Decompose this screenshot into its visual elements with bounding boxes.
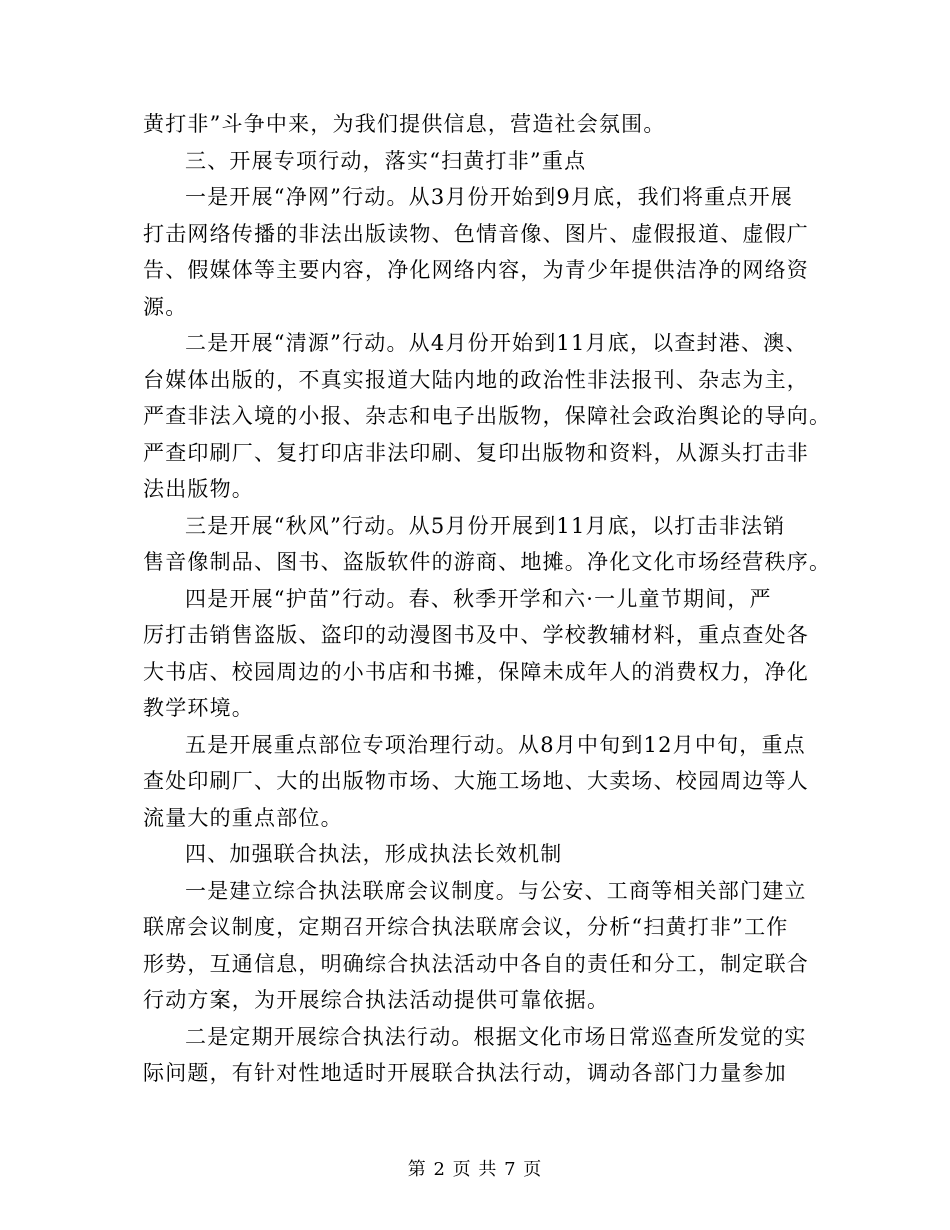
text-line: 法出版物。	[143, 477, 254, 501]
section-heading: 四、加强联合执法，形成执法长效机制	[185, 842, 563, 866]
text-line: 形势，互通信息，明确综合执法活动中各自的责任和分工，制定联合	[143, 951, 809, 976]
text-line: 二是开展“清源”行动。从4月份开始到11月底，以查封港、澳、	[185, 331, 808, 355]
text-line: 教学环境。	[143, 696, 254, 720]
text-line: 流量大的重点部位。	[143, 805, 343, 830]
text-line: 一是建立综合执法联席会议制度。与公安、工商等相关部门建立	[185, 878, 807, 903]
text-line: 五是开展重点部位专项治理行动。从8月中旬到12月中旬，重点	[185, 732, 806, 757]
text-line: 严查印刷厂、复打印店非法印刷、复印出版物和资料，从源头打击非	[143, 440, 809, 465]
text-line: 源。	[143, 294, 188, 319]
text-line: 三是开展“秋风”行动。从5月份开展到11月底，以打击非法销	[185, 513, 786, 538]
text-line: 大书店、校园周边的小书店和书摊，保障未成年人的消费权力，净化	[143, 659, 809, 684]
text-line: 黄打非”斗争中来，为我们提供信息，营造社会氛围。	[143, 112, 666, 136]
body-text	[143, 106, 832, 1092]
text-line: 际问题，有针对性地适时开展联合执法行动，调动各部门力量参加	[143, 1061, 787, 1085]
section-heading: 三、开展专项行动，落实“扫黄打非”重点	[185, 148, 587, 173]
text-line: 台媒体出版的，不真实报道大陆内地的政治性非法报刊、杂志为主，	[143, 367, 809, 392]
text-line: 联席会议制度，定期召开综合执法联席会议，分析“扫黄打非”工作	[143, 915, 789, 939]
text-line: 严查非法入境的小报、杂志和电子出版物，保障社会政治舆论的导向。	[143, 404, 832, 428]
page-footer: 第 2 页 共 7 页	[407, 1159, 543, 1180]
text-line: 查处印刷厂、大的出版物市场、大施工场地、大卖场、校园周边等人	[143, 769, 809, 793]
text-line: 厉打击销售盗版、盗印的动漫图书及中、学校教辅材料，重点查处各	[143, 623, 809, 647]
text-line: 打击网络传播的非法出版读物、色情音像、图片、虚假报道、虚假广	[143, 221, 809, 246]
text-line: 行动方案，为开展综合执法活动提供可靠依据。	[143, 988, 610, 1012]
text-line: 售音像制品、图书、盗版软件的游商、地摊。净化文化市场经营秩序。	[143, 550, 832, 574]
text-line: 四是开展“护苗”行动。春、秋季开学和六·一儿童节期间，严	[185, 586, 772, 611]
text-line: 告、假媒体等主要内容，净化网络内容，为青少年提供洁净的网络资	[143, 258, 809, 282]
text-line: 二是定期开展综合执法行动。根据文化市场日常巡查所发觉的实	[185, 1024, 807, 1049]
text-line: 一是开展“净网”行动。从3月份开始到9月底，我们将重点开展	[185, 185, 793, 209]
